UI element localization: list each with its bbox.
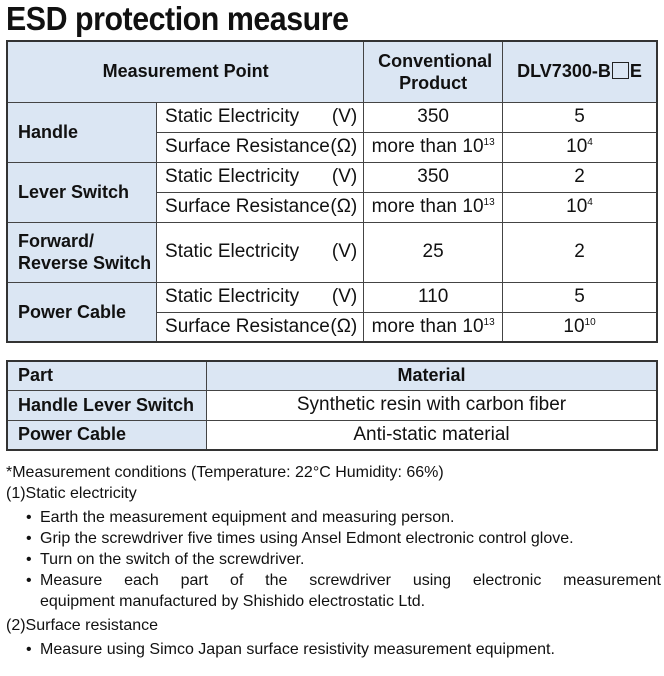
table-row	[7, 390, 657, 420]
measurement-label: Static Electricity	[165, 166, 300, 187]
list-item-text: Grip the screwdriver five times using Ansel Edmont electronic control glove.	[40, 530, 574, 547]
measurement-unit: (Ω)	[330, 196, 358, 217]
bullet-glyph: •	[26, 551, 32, 568]
measurement-label: Surface Resistance	[165, 136, 330, 157]
measurement-item-cell	[157, 222, 364, 282]
measurement-unit: (V)	[331, 286, 358, 307]
value-base: 350	[417, 166, 449, 187]
value-exponent: 4	[587, 137, 593, 148]
table-row	[7, 222, 657, 282]
conventional-value-cell	[364, 312, 503, 342]
list-item	[6, 570, 661, 612]
value-exponent: 10	[584, 316, 596, 328]
dlv-value-cell	[503, 312, 657, 342]
measurement-label: Surface Resistance	[165, 315, 330, 337]
table-header-row	[7, 41, 657, 102]
model-placeholder-box	[612, 62, 629, 79]
header-part: Part	[7, 361, 206, 390]
list-item-text: Measure each part of the screwdriver using electronic measurement	[40, 572, 661, 589]
value-base: 10	[566, 196, 588, 217]
dlv-value-cell	[503, 222, 657, 282]
measurement-conditions: *Measurement conditions (Temperature: 22°C Humidity: 66%)	[6, 464, 444, 481]
model-suffix: E	[629, 61, 642, 82]
header-dlv-model	[503, 41, 657, 102]
measurement-unit: (V)	[331, 241, 358, 262]
value-base: 350	[417, 106, 449, 127]
table-row	[7, 282, 657, 312]
part-name-cell: Power Cable	[7, 282, 157, 342]
part-cell: Power Cable	[7, 420, 206, 450]
header-measurement-point: Measurement Point	[7, 41, 364, 102]
measurement-label: Static Electricity	[165, 106, 300, 127]
dlv-value-cell	[503, 132, 657, 162]
table-row	[7, 102, 657, 132]
measurement-label: Static Electricity	[165, 241, 300, 262]
table-row	[7, 420, 657, 450]
header-material: Material	[206, 361, 657, 390]
conventional-value-cell	[364, 282, 503, 312]
measurement-item-cell	[157, 192, 364, 222]
part-name-cell: Forward/ Reverse Switch	[7, 222, 157, 282]
measurement-unit: (V)	[331, 166, 358, 187]
measurement-unit: (V)	[331, 106, 358, 127]
conventional-value-cell	[364, 162, 503, 192]
list-item-text: Measure using Simco Japan surface resistivity measurement equipment.	[40, 641, 555, 658]
measurement-unit: (Ω)	[330, 315, 358, 337]
value-base: 10	[566, 136, 588, 157]
bullet-glyph: •	[26, 572, 32, 589]
value-base: more than 10	[371, 136, 484, 157]
value-base: more than 10	[371, 196, 484, 217]
esd-measurement-table	[6, 40, 658, 343]
list-item	[6, 639, 661, 660]
material-table	[6, 360, 658, 451]
value-base: 25	[422, 241, 444, 262]
page-title: ESD protection measure	[6, 0, 349, 37]
list-item-text: Turn on the switch of the screwdriver.	[40, 551, 305, 568]
conventional-value-cell	[364, 102, 503, 132]
measurement-notes	[6, 462, 661, 660]
list-item	[6, 528, 661, 549]
measurement-item-cell	[157, 312, 364, 342]
part-name-cell: Handle	[7, 102, 157, 162]
value-base: 5	[574, 106, 585, 127]
dlv-value-cell	[503, 282, 657, 312]
measurement-label: Static Electricity	[165, 286, 300, 307]
measurement-item-cell	[157, 102, 364, 132]
value-base: more than 10	[371, 315, 484, 337]
list-item	[6, 507, 661, 528]
dlv-value-cell	[503, 192, 657, 222]
list-item-text-continued: equipment manufactured by Shishido electrostatic Ltd.	[40, 593, 426, 610]
bullet-glyph: •	[26, 509, 32, 526]
list-item	[6, 549, 661, 570]
value-base: 2	[574, 241, 585, 262]
material-cell: Anti-static material	[206, 420, 657, 450]
model-prefix: DLV7300-B	[517, 61, 611, 82]
section-static-electricity: (1)Static electricity	[6, 485, 137, 502]
value-base: 10	[563, 315, 585, 337]
dlv-value-cell	[503, 162, 657, 192]
conventional-value-cell	[364, 192, 503, 222]
measurement-item-cell	[157, 132, 364, 162]
list-item-text: Earth the measurement equipment and measuring person.	[40, 509, 455, 526]
dlv-value-cell	[503, 102, 657, 132]
value-exponent: 13	[483, 197, 495, 208]
header-conventional-label: Conventional Product	[378, 50, 493, 93]
measurement-unit: (Ω)	[330, 136, 358, 157]
bullet-glyph: •	[26, 530, 32, 547]
measurement-label: Surface Resistance	[165, 196, 330, 217]
conventional-value-cell	[364, 132, 503, 162]
part-cell: Handle Lever Switch	[7, 390, 206, 420]
value-exponent: 13	[483, 316, 495, 328]
header-conventional-product	[364, 41, 503, 102]
conventional-value-cell	[364, 222, 503, 282]
material-header-row	[7, 361, 657, 390]
section-surface-resistance: (2)Surface resistance	[6, 617, 159, 634]
table-row	[7, 162, 657, 192]
value-exponent: 4	[587, 197, 593, 208]
measurement-item-cell	[157, 162, 364, 192]
bullet-glyph: •	[26, 641, 32, 658]
value-base: 2	[574, 166, 585, 187]
part-name-cell: Lever Switch	[7, 162, 157, 222]
value-exponent: 13	[483, 137, 495, 148]
value-base: 110	[417, 286, 449, 307]
value-base: 5	[574, 286, 585, 307]
measurement-item-cell	[157, 282, 364, 312]
material-cell: Synthetic resin with carbon fiber	[206, 390, 657, 420]
